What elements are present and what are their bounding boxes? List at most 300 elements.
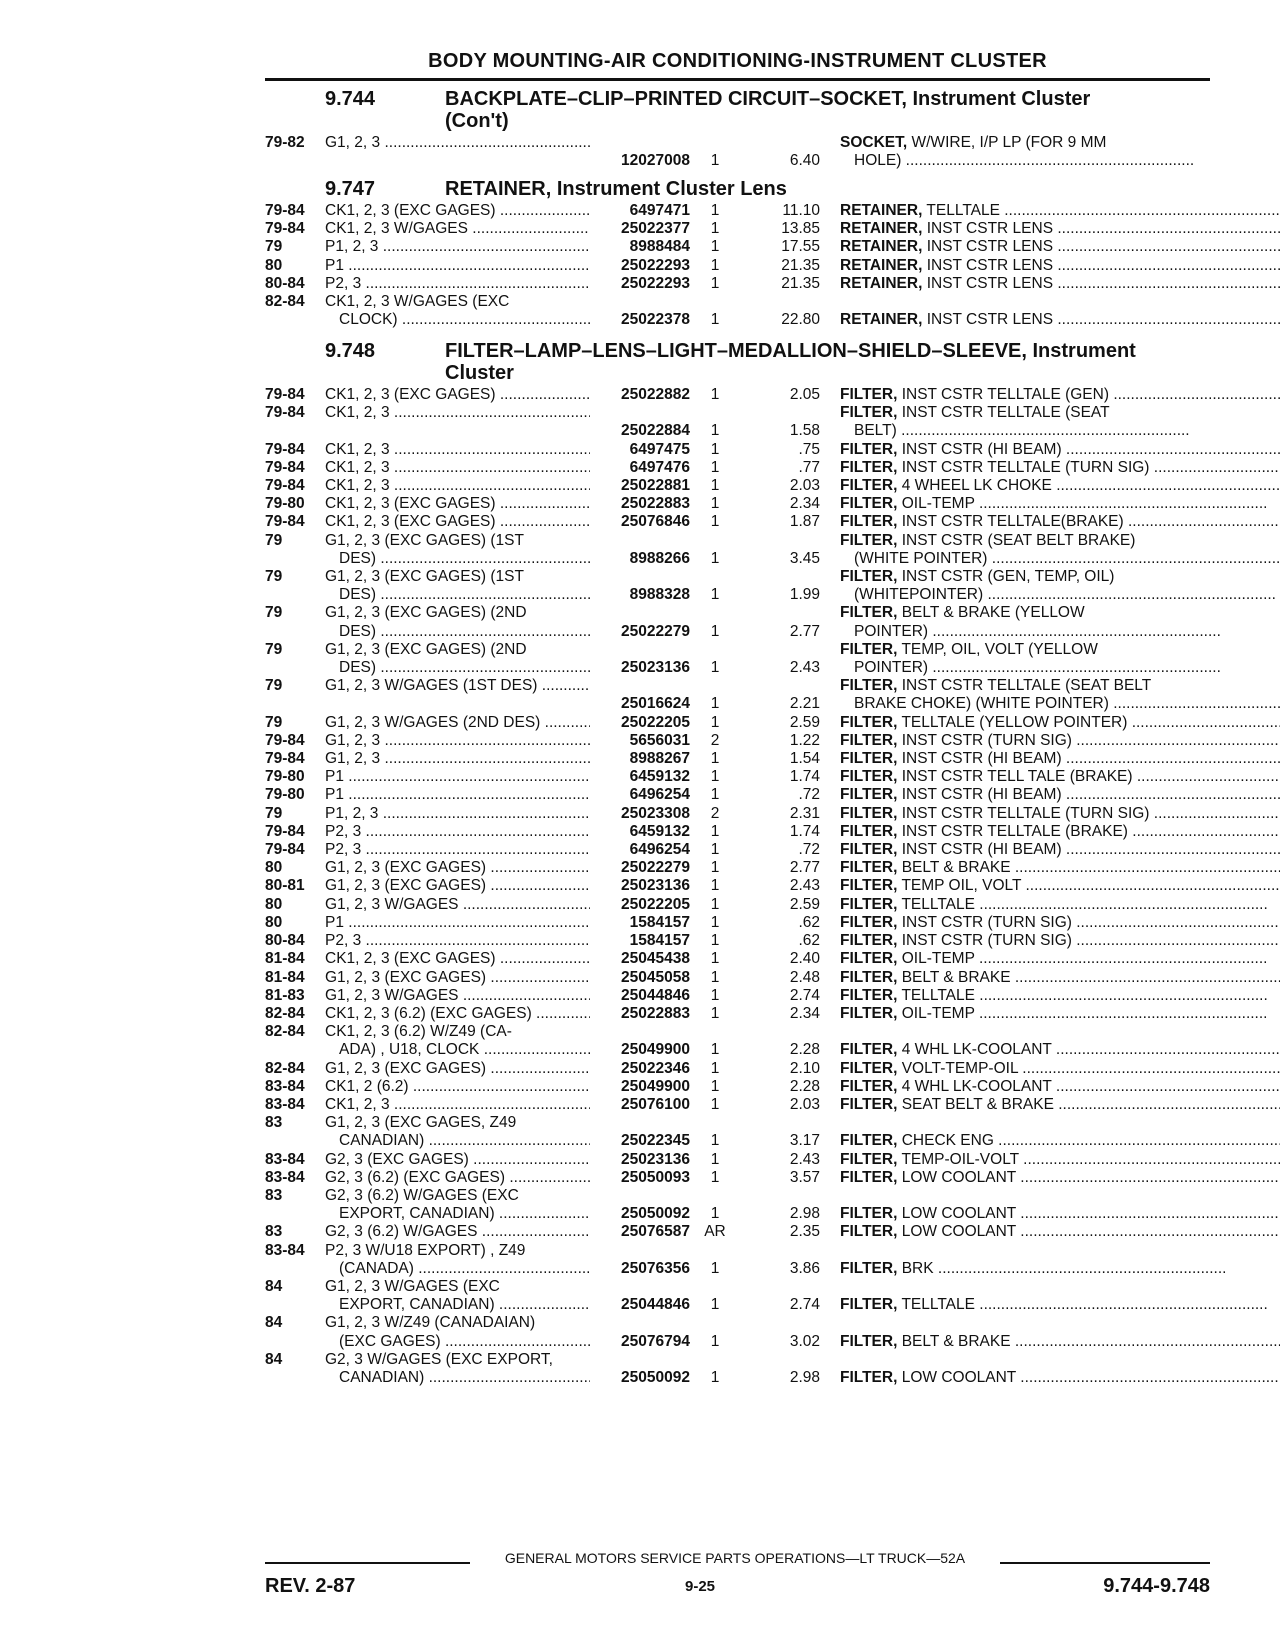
part-number: 25022884	[621, 422, 690, 440]
model-application	[325, 969, 590, 987]
price: 22.80	[781, 311, 820, 329]
description-text: INST CSTR (TURN SIG)	[901, 913, 1072, 931]
description-spacer	[840, 1187, 1280, 1205]
model-application	[325, 896, 590, 914]
description-text: INST CSTR LENS	[926, 311, 1054, 329]
price: 1.22	[789, 731, 820, 749]
model-application	[325, 477, 590, 495]
year-range: 79	[265, 677, 283, 695]
model-line: G1, 2, 3 (EXC GAGES) (2ND	[325, 640, 527, 658]
description	[820, 220, 1280, 238]
description-keyword: FILTER,	[840, 713, 898, 731]
table-row	[265, 641, 1210, 677]
description-spacer	[840, 1114, 1280, 1132]
description-text: TELLTALE	[926, 202, 1000, 219]
description-keyword: RETAINER,	[840, 238, 923, 256]
model-application	[325, 495, 590, 513]
description	[820, 1242, 1226, 1278]
model-application	[325, 1223, 590, 1241]
part-number: 1584157	[629, 913, 690, 931]
part-number: 25076587	[621, 1223, 690, 1241]
price: 17.55	[781, 238, 820, 256]
quantity: AR	[704, 1223, 726, 1241]
section-title	[265, 340, 1210, 384]
description-line	[840, 1060, 1280, 1078]
year-range: 79-84	[265, 404, 305, 422]
description-keyword: RETAINER,	[840, 274, 923, 292]
description-keyword: FILTER,	[840, 841, 898, 859]
year-range: 80	[265, 859, 283, 877]
description-text: CHECK ENG	[901, 1132, 994, 1150]
model-application	[325, 386, 590, 404]
model-application	[325, 1060, 590, 1078]
description	[820, 404, 1210, 440]
model-application	[325, 1096, 590, 1114]
year-range: 80-81	[265, 877, 305, 895]
description-line	[840, 477, 1280, 495]
model-line: G2, 3 W/GAGES (EXC EXPORT,	[325, 1350, 553, 1368]
model-line: G1, 2, 3 W/GAGES .....	[325, 987, 590, 1005]
quantity: 1	[710, 1259, 720, 1277]
model-line: (CANADA) .....	[325, 1260, 590, 1278]
model-application	[325, 805, 590, 823]
quantity: 1	[710, 986, 720, 1004]
year-range: 83-84	[265, 1150, 305, 1168]
description-text: INST CSTR (SEAT BELT BRAKE)	[901, 531, 1136, 549]
description-line	[840, 841, 1280, 859]
description-keyword: FILTER,	[840, 895, 898, 913]
description-text: VOLT-TEMP-OIL	[901, 1059, 1018, 1077]
description-line	[840, 1205, 1280, 1223]
table-row	[265, 1078, 1210, 1096]
description-keyword: RETAINER,	[840, 311, 923, 329]
description	[820, 987, 1268, 1005]
part-number: 25049900	[621, 1077, 690, 1095]
description-keyword: FILTER,	[840, 1077, 898, 1095]
section-9-744	[265, 88, 1210, 170]
year-range: 79-84	[265, 750, 305, 768]
model-line: CLOCK) .....	[325, 311, 590, 329]
model-line: DES) .....	[325, 623, 590, 641]
description-line	[840, 152, 1210, 170]
model-line: G1, 2, 3 W/GAGES .....	[325, 896, 590, 914]
description	[820, 732, 1280, 750]
year-range: 79-84	[265, 458, 305, 476]
table-row	[265, 404, 1210, 440]
description-keyword: FILTER,	[840, 677, 898, 695]
year-range: 83	[265, 1223, 283, 1241]
description-keyword: SOCKET,	[840, 134, 908, 151]
description	[820, 859, 1280, 877]
price: 2.43	[789, 877, 820, 895]
price: 3.02	[789, 1332, 820, 1350]
price: 2.59	[789, 895, 820, 913]
quantity: 1	[710, 950, 720, 968]
price: 2.74	[789, 1296, 820, 1314]
description-text: TELLTALE	[901, 895, 975, 913]
description-line	[840, 495, 1267, 513]
part-number: 25023136	[621, 659, 690, 677]
quantity: 1	[710, 841, 720, 859]
description-text: 4 WHL LK-COOLANT	[901, 1041, 1052, 1059]
price: .77	[798, 458, 820, 476]
model-line: G2, 3 (6.2) W/GAGES .....	[325, 1223, 590, 1241]
year-range: 80	[265, 895, 283, 913]
description	[820, 932, 1280, 950]
table-row	[265, 677, 1210, 713]
model-line: G1, 2, 3 (EXC GAGES) .....	[325, 859, 590, 877]
year-range: 83-84	[265, 1095, 305, 1113]
description-text: 4 WHEEL LK CHOKE	[901, 477, 1052, 495]
quantity: 1	[710, 968, 720, 986]
table-row	[265, 877, 1210, 895]
description	[820, 1151, 1280, 1169]
description	[820, 1223, 1280, 1241]
year-range: 79-84	[265, 440, 305, 458]
price: .75	[798, 440, 820, 458]
description-line	[840, 1333, 1280, 1351]
model-application	[325, 932, 590, 950]
year-range: 79-84	[265, 731, 305, 749]
description-keyword: FILTER,	[840, 640, 898, 658]
table-row	[265, 950, 1210, 968]
description-line	[840, 987, 1268, 1005]
model-line: G1, 2, 3 (EXC GAGES, Z49	[325, 1114, 517, 1132]
price: 2.48	[789, 968, 820, 986]
table-row	[265, 896, 1210, 914]
year-range: 81-84	[265, 950, 305, 968]
model-application	[325, 220, 590, 238]
price: 2.34	[789, 1004, 820, 1022]
description-keyword: FILTER,	[840, 1004, 898, 1022]
part-number: 25049900	[621, 1041, 690, 1059]
model-line: G1, 2, 3 .....	[325, 134, 590, 152]
description-keyword: FILTER,	[840, 477, 898, 495]
section-range: 9.744-9.748	[1103, 1575, 1210, 1597]
description-text: LOW COOLANT	[901, 1205, 1016, 1223]
description	[820, 896, 1268, 914]
description-text: INST CSTR LENS	[926, 256, 1054, 274]
description-text: BELT)	[854, 422, 897, 440]
price: .62	[798, 932, 820, 950]
part-number: 25022279	[621, 859, 690, 877]
description	[820, 641, 1221, 677]
part-number: 25023136	[621, 1150, 690, 1168]
description-text: OIL-TEMP	[901, 1004, 975, 1022]
year-range: 79-80	[265, 768, 305, 786]
description	[820, 877, 1280, 895]
model-line: CK1, 2, 3 (EXC GAGES) .....	[325, 202, 590, 220]
part-number: 25045058	[621, 968, 690, 986]
description-text: (WHITE POINTER)	[854, 549, 988, 567]
model-application	[325, 202, 590, 220]
description-keyword: FILTER,	[840, 822, 898, 840]
part-number: 25022377	[621, 220, 690, 238]
model-line: P1, 2, 3 .....	[325, 238, 590, 256]
quantity: 1	[710, 622, 720, 640]
model-line: CK1, 2, 3 W/GAGES .....	[325, 220, 590, 238]
quantity: 1	[710, 1150, 720, 1168]
quantity: 1	[710, 1041, 720, 1059]
year-range: 79-80	[265, 495, 305, 513]
part-number: 6497475	[629, 440, 690, 458]
page-number: 9-25	[684, 1578, 716, 1595]
table-row	[265, 1114, 1210, 1150]
table-row	[265, 513, 1210, 531]
price: 11.10	[782, 202, 820, 219]
description	[820, 441, 1280, 459]
table-row	[265, 732, 1210, 750]
description	[820, 568, 1276, 604]
table-row	[265, 914, 1210, 932]
model-line: (EXC GAGES) .....	[325, 1333, 590, 1351]
part-number: 25023136	[621, 877, 690, 895]
year-range: 83-84	[265, 1077, 305, 1095]
year-range: 79-84	[265, 841, 305, 859]
model-application	[325, 1005, 590, 1023]
description-keyword: FILTER,	[840, 386, 898, 403]
quantity: 1	[710, 386, 720, 403]
description-text: INST CSTR (TURN SIG)	[901, 932, 1072, 950]
model-line: P2, 3 W/U18 EXPORT) , Z49	[325, 1241, 526, 1259]
quantity: 1	[710, 877, 720, 895]
model-line: EXPORT, CANADIAN) .....	[325, 1296, 590, 1314]
price: 1.54	[789, 750, 820, 768]
table-row	[265, 786, 1210, 804]
description-line	[840, 459, 1280, 477]
description-keyword: FILTER,	[840, 1059, 898, 1077]
description-line	[840, 877, 1280, 895]
part-number: 1584157	[629, 932, 690, 950]
description	[820, 477, 1280, 495]
description	[820, 1314, 1280, 1350]
description-line	[840, 1369, 1280, 1387]
description-text: INST CSTR TELLTALE (TURN SIG)	[901, 458, 1150, 476]
description	[820, 750, 1280, 768]
price: 2.28	[789, 1077, 820, 1095]
section-number: 9.747	[325, 178, 376, 200]
section-number: 9.744	[325, 88, 376, 110]
table-row	[265, 495, 1210, 513]
section-title-text	[445, 88, 1210, 132]
description-text: SEAT BELT & BRAKE	[901, 1095, 1054, 1113]
price: 2.40	[789, 950, 820, 968]
model-application	[325, 768, 590, 786]
model-line: G1, 2, 3 (EXC GAGES) (1ST	[325, 531, 524, 549]
model-application	[325, 134, 590, 170]
description	[820, 238, 1280, 256]
description-text: INST CSTR TELLTALE(BRAKE)	[901, 513, 1124, 531]
description-text: LOW COOLANT	[901, 1223, 1016, 1241]
year-range: 82-84	[265, 293, 305, 311]
description-keyword: RETAINER,	[840, 256, 923, 274]
quantity: 1	[710, 895, 720, 913]
description-line	[840, 1041, 1280, 1059]
description-text: INST CSTR TELLTALE (BRAKE)	[901, 822, 1128, 840]
description-text: INST CSTR (GEN, TEMP, OIL)	[901, 568, 1115, 586]
model-line: G1, 2, 3 .....	[325, 732, 590, 750]
table-row	[265, 293, 1210, 329]
model-line: CK1, 2, 3 (EXC GAGES) .....	[325, 495, 590, 513]
section-9-748	[265, 340, 1210, 1387]
model-line: CK1, 2, 3 .....	[325, 477, 590, 495]
description-line	[840, 257, 1280, 275]
description-keyword: FILTER,	[840, 1041, 898, 1059]
part-number: 25076100	[621, 1095, 690, 1113]
description	[820, 805, 1280, 823]
description-keyword: FILTER,	[840, 1296, 898, 1314]
description-text: INST CSTR TELLTALE (SEAT	[901, 404, 1110, 422]
description-line	[840, 768, 1280, 786]
quantity: 1	[710, 440, 720, 458]
price: 1.99	[789, 586, 820, 604]
page-title: BODY MOUNTING-AIR CONDITIONING-INSTRUMENT CLUSTER	[428, 50, 1047, 72]
part-number: 6496254	[629, 841, 690, 859]
quantity: 1	[710, 311, 720, 329]
description-text: BELT & BRAKE	[901, 1332, 1011, 1350]
part-number: 25044846	[621, 986, 690, 1004]
description-line	[840, 586, 1276, 604]
model-line: CK1, 2, 3 .....	[325, 404, 590, 422]
model-application	[325, 859, 590, 877]
description-text: (WHITEPOINTER)	[854, 586, 984, 604]
model-application	[325, 1169, 590, 1187]
description	[820, 1060, 1280, 1078]
description	[820, 513, 1280, 531]
model-application	[325, 257, 590, 275]
year-range: 79	[265, 713, 283, 731]
section-title-text	[445, 178, 1210, 200]
year-range: 84	[265, 1277, 283, 1295]
part-number: 25022205	[621, 895, 690, 913]
quantity: 2	[710, 731, 720, 749]
table-row	[265, 257, 1210, 275]
footer-rule-right	[1000, 1562, 1210, 1564]
price: .72	[798, 841, 820, 859]
description-text: W/WIRE, I/P LP (FOR 9 MM	[911, 134, 1107, 151]
description-line	[840, 750, 1280, 768]
description	[820, 841, 1280, 859]
description-text: BELT & BRAKE	[901, 859, 1011, 877]
description-text: INST CSTR (HI BEAM)	[901, 841, 1062, 859]
quantity: 1	[710, 549, 720, 567]
model-line: CK1, 2 (6.2) .....	[325, 1078, 590, 1096]
table-row	[265, 1060, 1210, 1078]
year-range: 80	[265, 913, 283, 931]
description-line	[840, 422, 1210, 440]
table-row	[265, 220, 1210, 238]
quantity: 1	[710, 913, 720, 931]
model-line: G1, 2, 3 (EXC GAGES) (2ND	[325, 604, 527, 622]
price: 2.77	[789, 622, 820, 640]
model-line: P2, 3 .....	[325, 932, 590, 950]
price: 2.03	[789, 477, 820, 495]
price: 2.43	[789, 659, 820, 677]
table-row	[265, 202, 1210, 220]
description-text: INST CSTR (HI BEAM)	[901, 440, 1062, 458]
model-application	[325, 841, 590, 859]
description-keyword: FILTER,	[840, 1205, 898, 1223]
description-text: INST CSTR TELL TALE (BRAKE)	[901, 768, 1133, 786]
quantity: 1	[710, 695, 720, 713]
part-number: 25076356	[621, 1259, 690, 1277]
table-row	[265, 768, 1210, 786]
model-line: G1, 2, 3 W/GAGES (1ST DES) .....	[325, 677, 590, 695]
description-text: TELLTALE	[901, 986, 975, 1004]
description-spacer	[840, 1023, 1280, 1041]
part-number: 8988328	[629, 586, 690, 604]
description-text: POINTER)	[854, 659, 929, 677]
price: 3.45	[789, 549, 820, 567]
quantity: 1	[710, 274, 720, 292]
part-number: 25022346	[621, 1059, 690, 1077]
quantity: 1	[710, 1205, 720, 1223]
description-line	[840, 1132, 1280, 1150]
quantity: 1	[710, 152, 720, 170]
model-line: CANADIAN) .....	[325, 1369, 590, 1387]
part-number: 25022882	[621, 386, 690, 403]
description-keyword: RETAINER,	[840, 220, 923, 238]
model-application	[325, 238, 590, 256]
model-line: G1, 2, 3 W/Z49 (CANADAIAN)	[325, 1314, 536, 1332]
description	[820, 1005, 1267, 1023]
table-row	[265, 568, 1210, 604]
model-application	[325, 604, 590, 640]
model-line: G1, 2, 3 .....	[325, 750, 590, 768]
description-keyword: FILTER,	[840, 913, 898, 931]
year-range: 83	[265, 1114, 283, 1132]
quantity: 1	[710, 859, 720, 877]
description-spacer	[840, 1278, 1268, 1296]
description	[820, 786, 1280, 804]
quantity: 1	[710, 1368, 720, 1386]
description-spacer	[840, 293, 1280, 311]
description	[820, 1169, 1280, 1187]
table-row	[265, 1351, 1210, 1387]
model-line: CANADIAN) .....	[325, 1132, 590, 1150]
model-line: CK1, 2, 3 (6.2) W/Z49 (CA-	[325, 1023, 512, 1041]
table-row	[265, 1096, 1210, 1114]
description-text: INST CSTR TELLTALE (GEN)	[901, 386, 1110, 403]
model-application	[325, 441, 590, 459]
description-line	[840, 932, 1280, 950]
part-number: 25022883	[621, 495, 690, 513]
part-number: 8988266	[629, 549, 690, 567]
price: 2.34	[789, 495, 820, 513]
description-text: TEMP-OIL-VOLT	[901, 1150, 1019, 1168]
price: 21.35	[781, 256, 820, 274]
model-application	[325, 459, 590, 477]
model-line: CK1, 2, 3 .....	[325, 459, 590, 477]
description-keyword: FILTER,	[840, 568, 898, 586]
description-keyword: FILTER,	[840, 1223, 898, 1241]
description-text: LOW COOLANT	[901, 1368, 1016, 1386]
part-number: 12027008	[621, 152, 690, 170]
model-line: CK1, 2, 3 (EXC GAGES) .....	[325, 386, 590, 404]
price: 13.85	[781, 220, 820, 238]
description-keyword: FILTER,	[840, 731, 898, 749]
description-spacer	[840, 1351, 1280, 1369]
description-text: BRK	[901, 1259, 934, 1277]
model-application	[325, 568, 590, 604]
section-title-line: RETAINER, Instrument Cluster Lens	[445, 178, 787, 200]
description	[820, 1351, 1280, 1387]
description-text: INST CSTR TELLTALE (TURN SIG)	[901, 804, 1150, 822]
table-row	[265, 1278, 1210, 1314]
table-row	[265, 604, 1210, 640]
description-keyword: FILTER,	[840, 877, 898, 895]
model-application	[325, 677, 590, 713]
